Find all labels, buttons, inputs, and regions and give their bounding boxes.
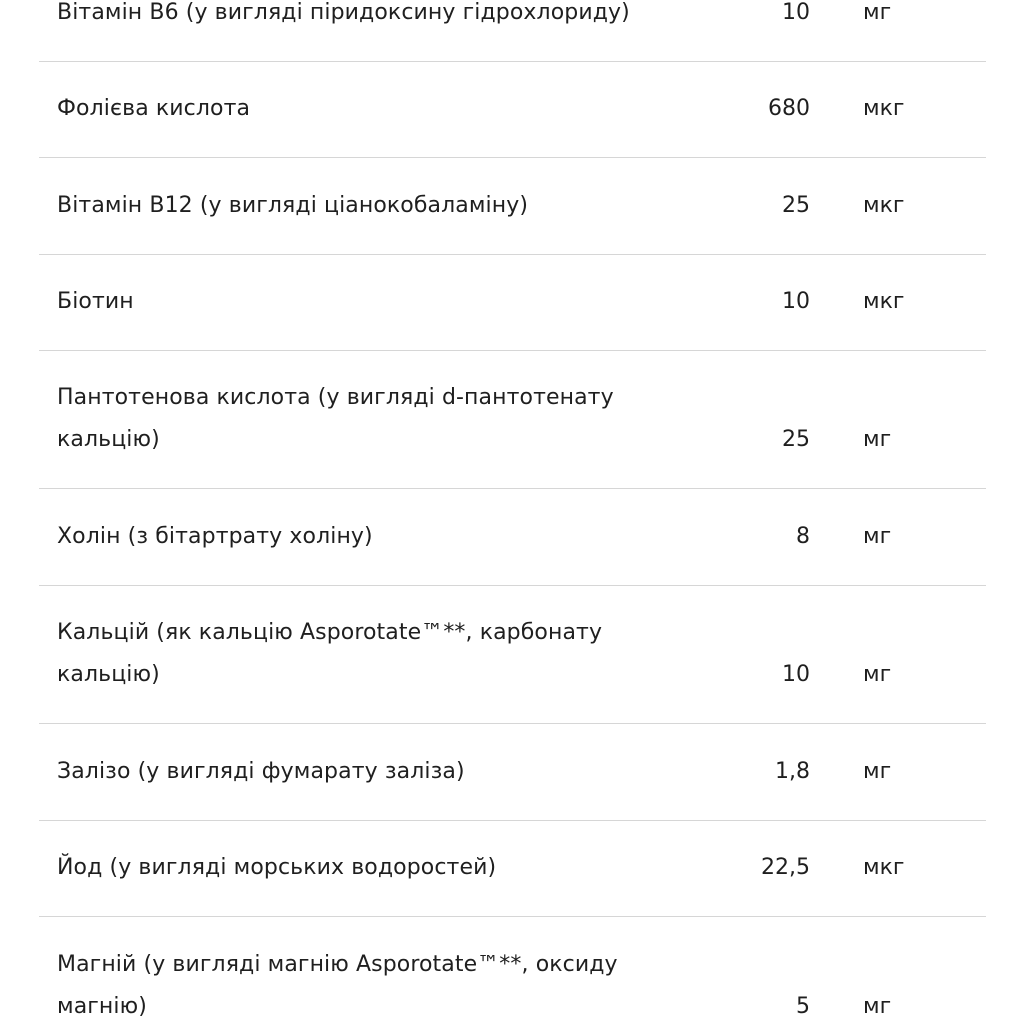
nutrient-name: Магній (у вигляді магнію Asporotate™**, оксиду магнію) [57, 952, 618, 1019]
nutrient-amount: 1,8 [775, 759, 810, 784]
nutrient-unit: мкг [863, 96, 905, 121]
nutrient-amount: 10 [782, 662, 810, 687]
nutrient-amount: 680 [768, 96, 810, 121]
table-row [39, 586, 986, 724]
table-row [39, 255, 986, 351]
table-row [39, 917, 986, 1024]
nutrient-name: Вітамін B12 (у вигляді ціанокобаламіну) [57, 193, 529, 218]
nutrient-name: Кальцій (як кальцію Asporotate™**, карбонату кальцію) [57, 620, 603, 687]
table-row [39, 724, 986, 821]
nutrient-unit: мкг [863, 855, 905, 880]
nutrient-name: Пантотенова кислота (у вигляді d-пантотенату кальцію) [57, 385, 614, 452]
table-row [39, 0, 986, 62]
nutrient-unit: мкг [863, 289, 905, 314]
nutrient-amount: 8 [796, 524, 810, 549]
nutrient-unit: мг [863, 524, 892, 549]
table-row [39, 489, 986, 586]
nutrient-amount: 10 [782, 289, 810, 314]
nutrient-name: Залізо (у вигляді фумарату заліза) [57, 759, 465, 784]
nutrient-amount: 25 [782, 427, 810, 452]
nutrient-amount: 22,5 [761, 855, 810, 880]
nutrient-amount: 5 [796, 994, 810, 1019]
nutrient-name: Йод (у вигляді морських водоростей) [57, 855, 497, 880]
nutrient-name: Фолієва кислота [57, 96, 251, 121]
nutrient-unit: мг [863, 0, 892, 25]
nutrient-name: Вітамін B6 (у вигляді піридоксину гідрохлориду) [57, 0, 630, 25]
nutrient-name: Холін (з бітартрату холіну) [57, 524, 373, 549]
nutrient-unit: мг [863, 759, 892, 784]
table-row [39, 158, 986, 255]
nutrient-name: Біотин [57, 289, 134, 314]
nutrient-unit: мг [863, 427, 892, 452]
nutrient-amount: 10 [782, 0, 810, 25]
nutrient-unit: мкг [863, 193, 905, 218]
nutrient-amount: 25 [782, 193, 810, 218]
table-row [39, 62, 986, 158]
nutrient-unit: мг [863, 662, 892, 687]
nutrient-unit: мг [863, 994, 892, 1019]
table-row [39, 351, 986, 489]
table-row [39, 821, 986, 917]
